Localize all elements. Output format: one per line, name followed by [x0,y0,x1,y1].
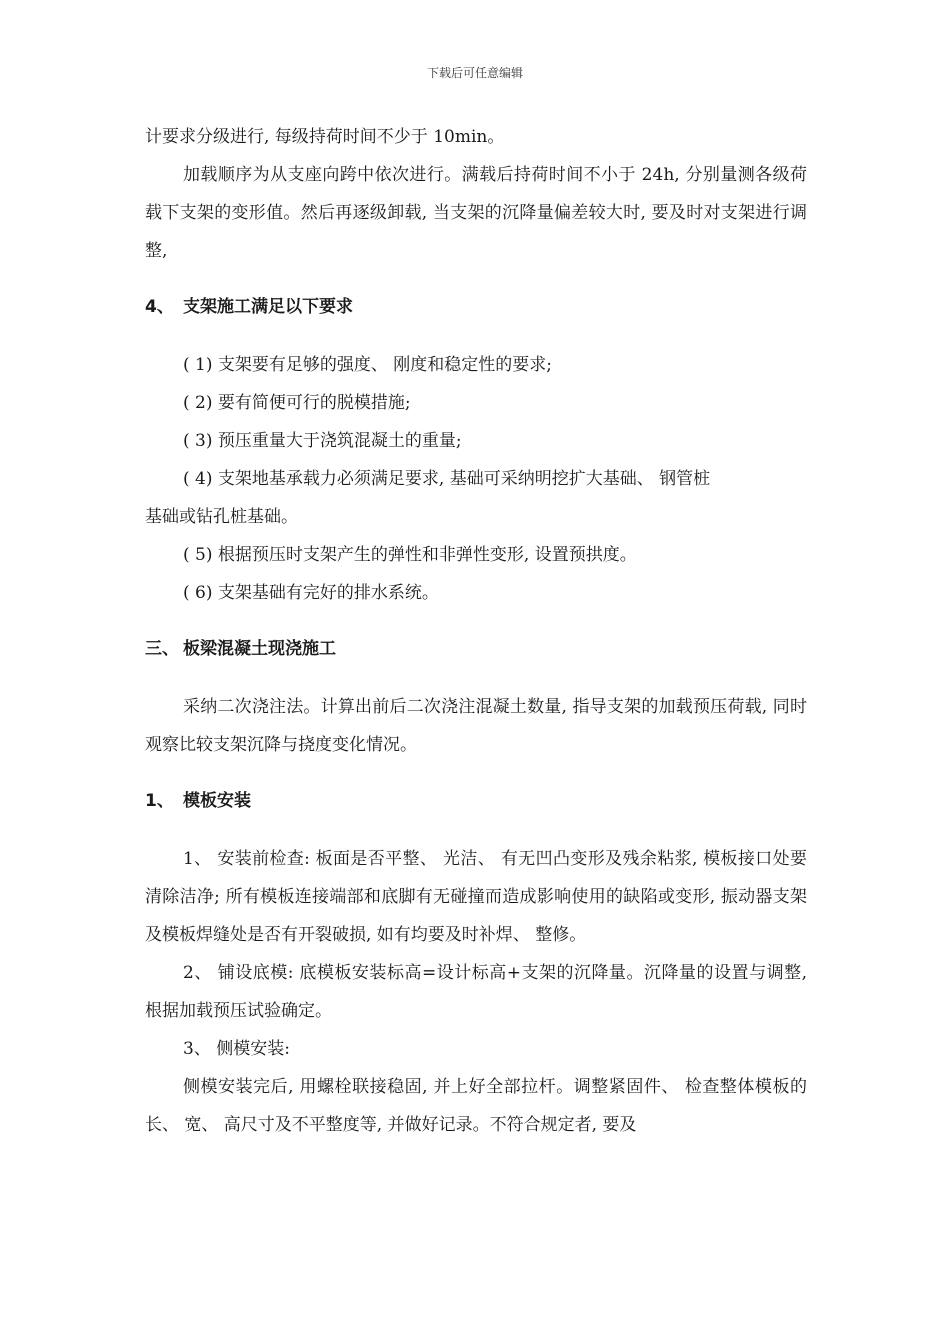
section-heading [145,288,807,326]
paragraph: 侧模安装完后, 用螺栓联接稳固, 并上好全部拉杆。调整紧固件、 检查整体模板的长、 宽、 高尺寸及不平整度等, 并做好记录。不符合规定者, 要及 [145,1077,807,1135]
paragraph: 加载顺序为从支座向跨中依次进行。满载后持荷时间不小于 24h, 分别量测各级荷载下支架的变形值。然后再逐级卸载, 当支架的沉降量偏差较大时, 要及时对支架进行调整, [145,165,807,261]
list-item: ( 6) 支架基础有完好的排水系统。 [183,583,439,603]
list-item: ( 2) 要有简便可行的脱模措施; [183,393,411,413]
heading-text: 模板安装 [183,791,251,811]
document-body [145,118,807,1144]
section-heading [145,782,807,820]
paragraph: 3、 侧模安装: [183,1039,290,1059]
page-header: 下载后可任意编辑 [426,66,523,80]
list-item: ( 4) 支架地基承载力必须满足要求, 基础可采纳明挖扩大基础、 钢管桩 [183,469,711,489]
paragraph: 采纳二次浇注法。计算出前后二次浇注混凝土数量, 指导支架的加载预压荷载, 同时观察比较支架沉降与挠度变化情况。 [145,697,807,755]
heading-text: 支架施工满足以下要求 [183,297,353,317]
heading-number: 4、 [145,297,174,317]
list-item: ( 1) 支架要有足够的强度、 刚度和稳定性的要求; [183,355,553,375]
paragraph: 1、 安装前检查: 板面是否平整、 光洁、 有无凹凸变形及残余粘浆, 模板接口处要清除洁净; 所有模板连接端部和底脚有无碰撞而造成影响使用的缺陷或变形, 振动器支架及模板焊缝处是否有开裂破损, 如有均要及时补焊、 整修。 [145,849,807,945]
heading-text: 板梁混凝土现浇施工 [183,639,336,659]
paragraph: 2、 铺设底模: 底模板安装标高=设计标高+支架的沉降量。沉降量的设置与调整, 根据加载预压试验确定。 [145,963,807,1021]
list-item-continuation: 基础或钻孔桩基础。 [145,507,298,527]
list-item: ( 3) 预压重量大于浇筑混凝土的重量; [183,431,462,451]
section-heading [145,630,807,668]
paragraph: 计要求分级进行, 每级持荷时间不少于 10min。 [145,127,505,147]
heading-number: 三、 [145,639,179,659]
heading-number: 1、 [145,791,174,811]
list-item: ( 5) 根据预压时支架产生的弹性和非弹性变形, 设置预拱度。 [183,545,637,565]
